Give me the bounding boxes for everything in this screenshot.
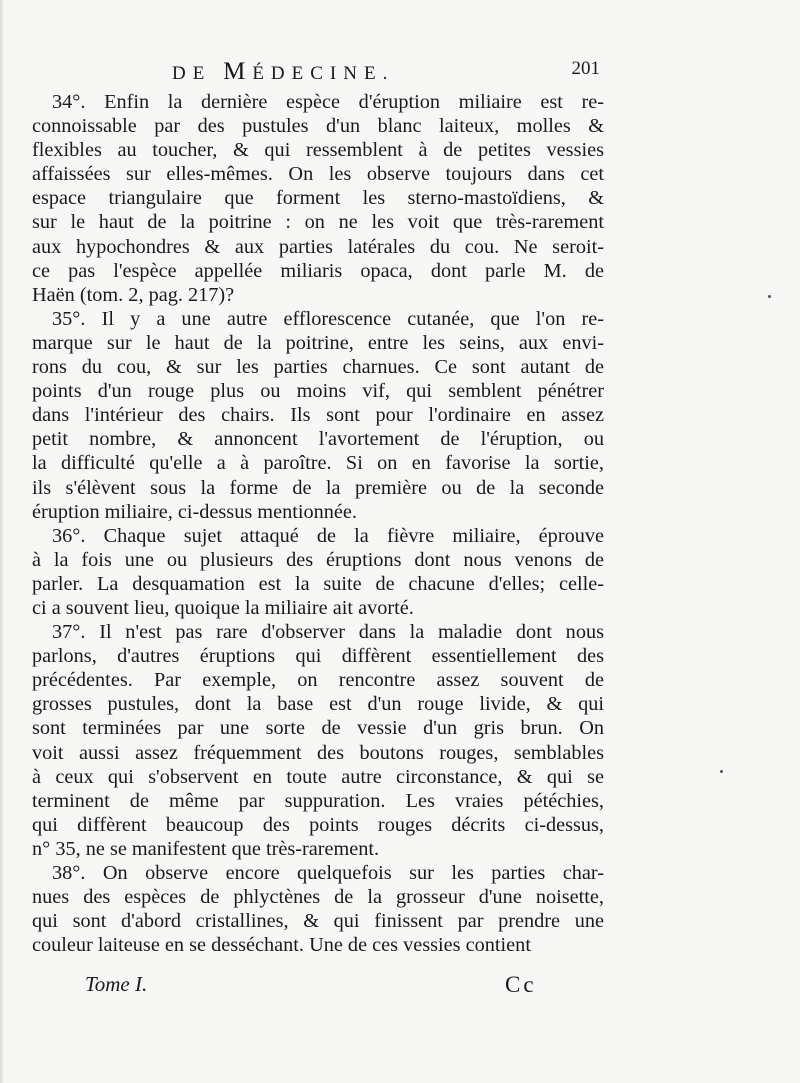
ink-speck: [720, 770, 723, 773]
page-header: [60, 58, 600, 88]
text-line: sur le haut de la poitrine : on ne les voit que très-rarement: [32, 211, 604, 234]
text-line: à la fois une ou plusieurs des éruptions dont nous venons de: [32, 548, 604, 571]
text-line: parler. La desquamation est la suite de chacune d'elles; celle-: [32, 572, 604, 595]
page-footer: [85, 972, 585, 1002]
page-number: 201: [571, 58, 600, 79]
scan-edge: [0, 0, 4, 1083]
text-line: parlons, d'autres éruptions qui diffèrent essentiellement des: [32, 645, 604, 668]
text-line: voit aussi assez fréquemment des boutons rouges, semblables: [32, 741, 604, 764]
text-line: Haën (tom. 2, pag. 217)?: [32, 283, 235, 306]
text-line: éruption miliaire, ci-dessus mentionnée.: [32, 500, 357, 523]
text-line: connoissable par des pustules d'un blanc laiteux, molles &: [32, 115, 604, 138]
text-line: rons du cou, & sur les parties charnues. Ce sont autant de: [32, 356, 604, 379]
text-line: aux hypochondres & aux parties latérales du cou. Ne seroit-: [32, 235, 604, 258]
running-head: [172, 58, 394, 86]
running-head-part: ÉDECINE.: [252, 63, 395, 84]
text-line: ils s'élèvent sous la forme de la première ou de la seconde: [32, 476, 604, 499]
running-head-initial: M: [223, 58, 253, 85]
paragraph: [32, 90, 604, 307]
text-line: à ceux qui s'observent en toute autre circonstance, & qui se: [32, 765, 604, 788]
paragraph: [32, 524, 604, 620]
text-line: dans l'intérieur des chairs. Ils sont pour l'ordinaire en assez: [32, 404, 604, 427]
gathering-mark: Cc: [505, 972, 537, 997]
ink-speck: [768, 295, 771, 298]
text-line: terminent de même par suppuration. Les vraies pétéchies,: [32, 789, 604, 812]
paragraph: [32, 861, 604, 957]
text-line: ce pas l'espèce appellée miliaris opaca, dont parle M. de: [32, 259, 604, 282]
text-line: 38°. On observe encore quelquefois sur les parties char-: [52, 862, 604, 884]
volume-signature: Tome I.: [85, 972, 148, 996]
text-line: précédentes. Par exemple, on rencontre assez souvent de: [32, 669, 604, 692]
text-line: 34°. Enfin la dernière espèce d'éruption miliaire est re-: [52, 91, 604, 113]
text-line: flexibles au toucher, & qui ressemblent à de petites vessies: [32, 139, 604, 162]
text-line: couleur laiteuse en se desséchant. Une de ces vessies contient: [32, 934, 531, 957]
text-line: n° 35, ne se manifestent que très-rarement.: [32, 837, 380, 860]
text-line: nues des espèces de phlyctènes de la grosseur d'une noisette,: [32, 886, 604, 909]
text-line: espace triangulaire que forment les sterno-mastoïdiens, &: [32, 187, 604, 210]
running-head-part: DE: [172, 63, 224, 84]
text-line: marque sur le haut de la poitrine, entre les seins, aux envi-: [32, 331, 604, 354]
text-line: sont terminées par une sorte de vessie d'un gris brun. On: [32, 717, 604, 740]
text-line: grosses pustules, dont la base est d'un rouge livide, & qui: [32, 693, 604, 716]
text-line: 35°. Il y a une autre efflorescence cutanée, que l'on re-: [52, 307, 604, 330]
text-line: petit nombre, & annoncent l'avortement de l'éruption, ou: [32, 428, 604, 451]
text-line: ci a souvent lieu, quoique la miliaire ait avorté.: [32, 596, 414, 619]
paragraph: [32, 620, 604, 861]
text-line: 37°. Il n'est pas rare d'observer dans la maladie dont nous: [52, 621, 604, 644]
text-line: qui sont d'abord cristallines, & qui finissent par prendre une: [32, 910, 604, 933]
text-line: qui diffèrent beaucoup des points rouges décrits ci-dessus,: [32, 813, 604, 836]
paragraph: [32, 307, 604, 524]
body-text: [32, 90, 604, 957]
text-line: la difficulté qu'elle a à paroître. Si on en favorise la sortie,: [32, 452, 604, 475]
text-line: points d'un rouge plus ou moins vif, qui semblent pénétrer: [32, 380, 604, 403]
text-line: affaissées sur elles-mêmes. On les observe toujours dans cet: [32, 163, 604, 186]
text-line: 36°. Chaque sujet attaqué de la fièvre miliaire, éprouve: [52, 524, 604, 547]
